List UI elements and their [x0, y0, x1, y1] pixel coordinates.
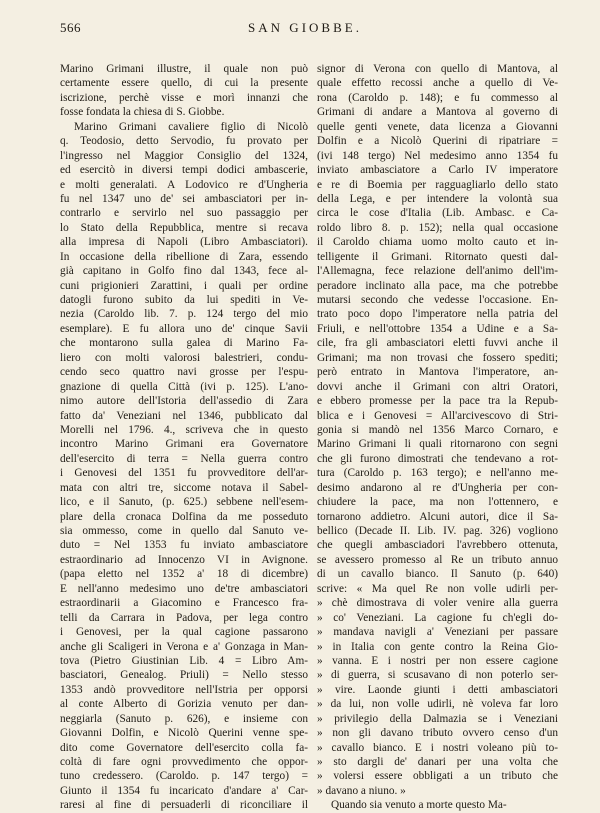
- text-line: inviato ambasciatore a Carlo IV imperatore: [317, 164, 558, 177]
- text-line: (papa eletto nel 1352 a' 18 di dicembre): [60, 568, 308, 581]
- text-line: duto = Nel 1353 fu inviato ambasciatore: [60, 539, 308, 552]
- text-line: sia ommesso, come in quello dal Sanuto ve-: [60, 525, 308, 537]
- text-line: » privilegio della Dalmazia se i Veneziani: [317, 712, 558, 725]
- text-line: Quando sia venuto a morte questo Ma-: [331, 799, 507, 812]
- text-columns: [60, 62, 558, 812]
- text-line: Giunto il 1354 fu incaricato d'andare a' Car-: [60, 784, 308, 797]
- text-line: della Lega, e per intendere la volontà sua: [317, 192, 558, 205]
- page-number: 566: [60, 20, 81, 35]
- text-line: blica e i Genovesi = All'arcivescovo di Stri-: [317, 409, 558, 422]
- text-line: raresi al fine di persuaderli di riconciliare il: [60, 799, 308, 812]
- text-line: E nell'anno medesimo uno de'tre ambasciatori: [60, 582, 308, 595]
- text-line: tura (Caroldo p. 163 tergo); e nell'anno me-: [317, 467, 558, 480]
- text-line: » sto dargli de' danari per una volta che: [317, 756, 558, 768]
- text-line: dell'esercito di terra = Nella guerra contro: [60, 452, 308, 465]
- text-line: » vire. Laonde giunti i detti ambasciatori: [317, 683, 558, 696]
- text-line: certamente essere quello, di cui la presente: [60, 77, 308, 90]
- text-line: (ivi 148 tergo) Nel medesimo anno 1354 fu: [317, 149, 558, 162]
- text-line: » in Italia con gente contro la Reina Gio-: [317, 640, 558, 653]
- text-line: Marino Grimani illustre, il quale non può: [60, 63, 308, 75]
- text-line: Grimani di andare a Mantova al governo di: [317, 106, 558, 119]
- text-line: Morelli nel 1796. 4., scriveva che in questo: [60, 423, 308, 436]
- text-line: tova (Pietro Giustinian Lib. 4 = Libro Am-: [60, 654, 308, 667]
- text-line: Friuli, e nell'ottobre 1354 a Udine e a Sa-: [317, 322, 558, 335]
- text-line: dovvi anche il Grimani con altri Oratori,: [317, 380, 558, 393]
- text-line: dito come Governatore dell'esercito colla fa-: [60, 741, 308, 754]
- text-line: liero con molti valorosi balestrieri, condu-: [60, 351, 308, 364]
- text-line: Grimani; ma non trovasi che fossero spediti;: [317, 351, 558, 364]
- text-line: che montarono sulla galea di Marino Fa-: [60, 337, 308, 350]
- text-line: coltà di fare ogni provvedimento che oppor-: [60, 756, 308, 768]
- text-line: Marino Grimani cavaliere figlio di Nicolò: [74, 120, 308, 133]
- text-line: datogli furono subito da lui spediti in Ve-: [60, 294, 308, 306]
- text-line: contrarlo e servirlo nel suo passaggio per: [60, 207, 308, 220]
- text-line: rona (Caroldo p. 148); e fu commesso al: [317, 91, 558, 104]
- text-line: cuni prigionieri Zarattini, i quali per ordine: [60, 279, 308, 292]
- text-line: alla impresa di Napoli (Libro Ambasciatori).: [60, 236, 308, 249]
- text-line: scrive: « Ma quel Re non volle udirli per-: [317, 582, 558, 595]
- text-line: cendo seco quattro navi grosse per l'espu-: [60, 366, 308, 379]
- text-line: chiudere la pace, ma non l'ottennero, e: [317, 496, 558, 509]
- text-line: desimo andarono al re d'Ungheria per con-: [317, 481, 558, 494]
- text-line: signor di Verona con quello di Mantova, al: [317, 63, 558, 75]
- text-line: che quegli ambasciadori l'avrebbero ottenuta,: [317, 539, 558, 552]
- right-column: [317, 62, 558, 812]
- text-line: » mandava navigli a' Veneziani per passare: [317, 626, 558, 639]
- text-line: q. Teodosio, detto Servodio, fu provato per: [60, 135, 308, 148]
- text-line: tuno credessero. (Caroldo. p. 147 tergo) =: [60, 770, 308, 783]
- text-line: fu nel 1347 uno de' sei ambasciatori per in-: [60, 192, 308, 205]
- text-line: il Caroldo chiama uomo molto cauto et in-: [317, 236, 558, 249]
- text-line: anche gli Scaligeri in Verona e a' Gonzaga in Man-: [60, 640, 308, 653]
- text-line: » co' Veneziani. La cagione fu ch'egli do-: [317, 611, 558, 624]
- text-line: In occasione della ribellione di Zara, essendo: [60, 250, 308, 263]
- running-head: SAN GIOBBE.: [248, 20, 362, 35]
- text-line: tornarono addietro. Alcuni autori, dice il Sa-: [317, 510, 558, 523]
- text-line: e molti generalati. A Lodovico re d'Ungheria: [60, 178, 308, 191]
- text-line: » davano a niuno. »: [317, 784, 406, 797]
- text-line: i Genovesi, per la qual cagione passarono: [60, 626, 308, 639]
- text-line: plare della cronaca Dolfina da me posseduto: [60, 510, 308, 523]
- text-line: e re di Boemia per ragguagliarlo dello stato: [317, 178, 558, 191]
- text-line: mata con altri tre, siccome notava il Sabel-: [60, 481, 308, 494]
- text-line: e ebbero promesse per la pace tra la Repub-: [317, 395, 558, 408]
- left-column: [60, 62, 308, 812]
- text-line: fatto da' Veneziani nel 1346, pubblicato dal: [60, 409, 308, 422]
- text-line: incontro Marino Grimani era Governatore: [60, 438, 308, 451]
- text-line: esemplare). E fu allora uno de' cinque Savii: [60, 322, 308, 335]
- text-line: l'ingresso nel Maggior Consiglio del 1324,: [60, 149, 308, 162]
- text-line: estraordinario ad Innocenzo VI in Avignone.: [60, 553, 308, 566]
- text-line: » volersi essere obbligati a un tributo che: [317, 770, 558, 783]
- text-line: Marino Grimani li quali ritornarono con segni: [317, 438, 558, 451]
- text-line: gonia si mandò nel 1356 Marco Cornaro, e: [317, 423, 558, 436]
- text-line: cile, fra gli ambasciatori eletti fuvvi anche il: [317, 337, 558, 350]
- text-line: già capitano in Golfo fino dal 1343, fece al-: [60, 265, 308, 278]
- text-line: roldo libro 8. p. 152); nella qual occasione: [317, 221, 558, 234]
- text-line: lo Stato della Repubblica, mentre si recava: [60, 221, 308, 234]
- text-line: nimo autore dell'Istoria dell'assedio di Zara: [60, 395, 308, 408]
- text-line: mutarsi secondo che vedesse l'occasione. En-: [317, 294, 558, 306]
- text-line: » non gli davano tributo ovvero censo d'un: [317, 727, 558, 740]
- text-line: che gli furono dimostrati che tendevano a rot-: [317, 452, 558, 465]
- text-line: di un cavallo bianco. Il Sanuto (p. 640): [317, 568, 558, 581]
- page-header: [60, 20, 550, 38]
- text-line: » chè dimostrava di voler venire alla guerra: [317, 597, 558, 610]
- text-line: quelle genti venete, data licenza a Giovanni: [317, 120, 558, 133]
- text-line: iscrizione, perchè visse e morì innanzi che: [60, 91, 308, 104]
- text-line: » di guerra, si scusavano di non poterlo ser-: [317, 669, 558, 682]
- text-line: » cavallo bianco. E i nostri voleano più to-: [317, 741, 558, 754]
- text-line: l'Allemagna, fece relazione dell'animo dell'im-: [317, 265, 558, 278]
- text-line: bellico (Decade II. Lib. IV. pag. 326) vogliono: [317, 525, 558, 537]
- text-line: » vanna. E i nostri per non essere cagione: [317, 654, 558, 667]
- text-line: 1353 andò provveditore nell'Istria per opporsi: [60, 683, 308, 696]
- text-line: Dolfin e a Nicolò Querini di ripatriare =: [317, 135, 558, 148]
- text-line: fosse fondata la chiesa di S. Giobbe.: [60, 106, 225, 119]
- text-line: nezia (Caroldo lib. 7. p. 124 tergo del mio: [60, 308, 308, 321]
- text-line: » da lui, non volle udirli, nè voleva far loro: [317, 698, 558, 711]
- text-line: però entrato in Mantova l'imperatore, an-: [317, 366, 558, 379]
- text-line: Giovanni Dolfin, e Nicolò Querini venne spe-: [60, 727, 308, 740]
- text-line: se avessero promesso al Re un tributo annuo: [317, 553, 558, 566]
- text-line: ed esercitò in diversi tempi dodici ambascerie,: [60, 164, 308, 177]
- text-line: i Genovesi del 1351 fu provveditore dell'ar-: [60, 467, 308, 480]
- text-line: al conte Alberto di Gorizia venuto per dan-: [60, 698, 308, 711]
- text-line: telligente il Grimani. Ritornato questi dal-: [317, 250, 558, 263]
- text-line: trato poco dopo l'imperatore nella patria del: [317, 308, 558, 321]
- text-line: telli da Carrara in Padova, per lega contro: [60, 611, 308, 624]
- text-line: circa le cose d'Italia (Lib. Ambasc. e Ca-: [317, 207, 558, 220]
- text-line: quale effetto recossi anche a quello di Ve-: [317, 77, 558, 90]
- text-line: basciatori, Genealog. Priuli) = Nello stesso: [60, 669, 308, 682]
- text-line: peradore inclinato alla pace, ma che potrebbe: [317, 279, 558, 292]
- text-line: neggiarla (Sanuto p. 626), e insieme con: [60, 712, 308, 725]
- text-line: lico, e il Sanuto, (p. 625.) sebbene nell'esem-: [60, 496, 308, 509]
- text-line: estraordinarii a Giacomino e Francesco fra-: [60, 597, 308, 610]
- text-line: gnazione di quella Città (ivi p. 125). L'ano-: [60, 380, 308, 393]
